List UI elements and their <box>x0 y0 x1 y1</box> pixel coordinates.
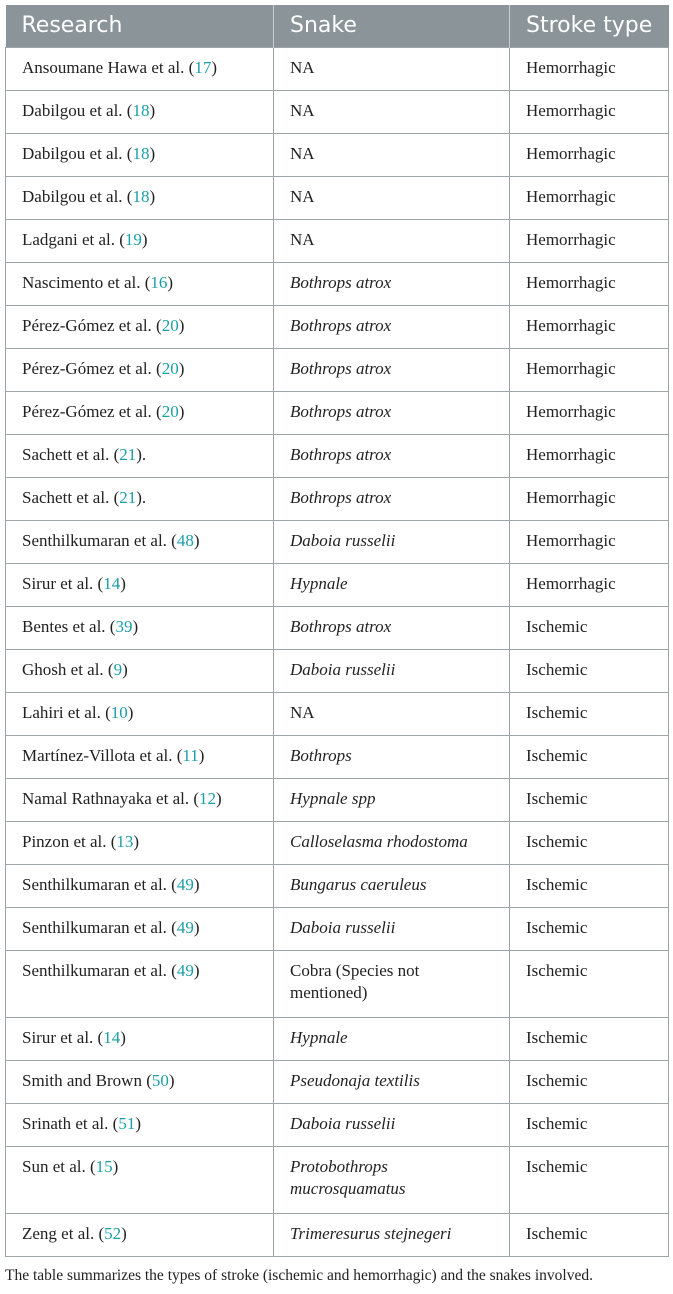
research-cell <box>6 391 274 434</box>
reference-link[interactable]: 21 <box>119 444 137 464</box>
research-cell <box>6 1103 274 1146</box>
research-cell <box>6 520 274 563</box>
stroke-type-cell: Ischemic <box>510 692 669 735</box>
table-row <box>6 606 669 649</box>
table-row <box>6 1146 669 1213</box>
snake-cell <box>274 1213 510 1256</box>
author-text: Pérez-Gómez et al. ( <box>22 401 162 421</box>
table-row <box>6 864 669 907</box>
snake-cell <box>274 1060 510 1103</box>
reference-link[interactable]: 52 <box>104 1223 122 1243</box>
table-row <box>6 1017 669 1060</box>
research-cell <box>6 176 274 219</box>
reference-link[interactable]: 9 <box>113 659 123 679</box>
stroke-type-cell: Ischemic <box>510 1060 669 1103</box>
table-header <box>6 5 669 47</box>
header-research: Research <box>6 5 274 47</box>
author-text: Dabilgou et al. ( <box>22 186 133 206</box>
snake-cell <box>274 735 510 778</box>
reference-link[interactable]: 51 <box>118 1113 136 1133</box>
research-cell <box>6 1060 274 1103</box>
author-text: Bentes et al. ( <box>22 616 116 636</box>
snake-cell <box>274 262 510 305</box>
snake-name: Daboia russelii <box>290 917 396 937</box>
snake-name: Bothrops atrox <box>290 358 392 378</box>
stroke-type-cell: Ischemic <box>510 606 669 649</box>
author-text: Sirur et al. ( <box>22 573 104 593</box>
research-cell <box>6 864 274 907</box>
stroke-type-cell: Hemorrhagic <box>510 391 669 434</box>
snake-name: NA <box>290 186 315 206</box>
table-row <box>6 133 669 176</box>
stroke-type-cell: Ischemic <box>510 778 669 821</box>
stroke-type-cell: Ischemic <box>510 1213 669 1256</box>
snake-cell <box>274 391 510 434</box>
stroke-type-cell: Hemorrhagic <box>510 47 669 90</box>
author-text: Pérez-Gómez et al. ( <box>22 358 162 378</box>
snake-name: Bothrops atrox <box>290 401 392 421</box>
stroke-type-cell: Ischemic <box>510 1017 669 1060</box>
snake-name: Daboia russelii <box>290 659 396 679</box>
snake-cell <box>274 606 510 649</box>
snake-name: Bothrops <box>290 745 352 765</box>
snake-cell <box>274 47 510 90</box>
snake-name: Pseudonaja textilis <box>290 1070 420 1090</box>
research-cell <box>6 606 274 649</box>
snake-name: Bothrops atrox <box>290 315 392 335</box>
author-text: Nascimento et al. ( <box>22 272 151 292</box>
stroke-type-cell: Hemorrhagic <box>510 348 669 391</box>
table-row <box>6 47 669 90</box>
table-container <box>5 5 668 1285</box>
stroke-type-cell: Hemorrhagic <box>510 563 669 606</box>
author-tail: ) <box>216 788 222 808</box>
stroke-type-cell: Ischemic <box>510 1103 669 1146</box>
table-row <box>6 90 669 133</box>
snake-cell <box>274 305 510 348</box>
snake-name: Protobothrops mucrosquamatus <box>290 1156 406 1198</box>
research-cell <box>6 1146 274 1213</box>
reference-link[interactable]: 39 <box>115 616 133 636</box>
author-tail: ) <box>167 272 174 292</box>
table-row <box>6 950 669 1017</box>
header-stroke-type: Stroke type <box>510 5 669 47</box>
reference-link[interactable]: 18 <box>132 143 150 163</box>
table-row <box>6 735 669 778</box>
research-cell <box>6 305 274 348</box>
stroke-type-cell: Hemorrhagic <box>510 133 669 176</box>
author-text: Namal Rathnayaka et al. ( <box>22 788 200 808</box>
snake-name: NA <box>290 702 315 722</box>
author-tail: ) <box>193 917 200 937</box>
stroke-type-cell: Hemorrhagic <box>510 520 669 563</box>
table-row <box>6 305 669 348</box>
author-tail: ) <box>193 874 200 894</box>
stroke-type-cell: Hemorrhagic <box>510 305 669 348</box>
author-tail: ) <box>141 229 148 249</box>
research-cell <box>6 219 274 262</box>
research-cell <box>6 434 274 477</box>
table-row <box>6 219 669 262</box>
snake-cell <box>274 692 510 735</box>
author-tail: ) <box>178 401 185 421</box>
table-row <box>6 348 669 391</box>
table-row <box>6 563 669 606</box>
table-row <box>6 1213 669 1256</box>
snake-cell <box>274 778 510 821</box>
reference-link[interactable]: 15 <box>95 1156 113 1176</box>
author-tail: ) <box>178 315 185 335</box>
table-row <box>6 176 669 219</box>
table-body <box>6 47 669 1256</box>
snake-name: NA <box>290 57 315 77</box>
table-row <box>6 434 669 477</box>
research-cell <box>6 907 274 950</box>
author-text: Sachett et al. ( <box>22 444 120 464</box>
research-cell <box>6 692 274 735</box>
snake-cell <box>274 864 510 907</box>
author-tail: ) <box>122 659 128 679</box>
stroke-type-cell: Ischemic <box>510 864 669 907</box>
snake-name: Trimeresurus stejnegeri <box>290 1223 452 1243</box>
research-cell <box>6 821 274 864</box>
snake-cell <box>274 1017 510 1060</box>
snake-name: Calloselasma rhodostoma <box>290 831 468 851</box>
author-text: Martínez-Villota et al. ( <box>22 745 183 765</box>
stroke-type-cell: Hemorrhagic <box>510 262 669 305</box>
table-row <box>6 821 669 864</box>
author-tail: ) <box>133 831 140 851</box>
snake-name: NA <box>290 143 315 163</box>
author-tail: ) <box>198 745 205 765</box>
snake-name: Hypnale <box>290 573 348 593</box>
author-text: Senthilkumaran et al. ( <box>22 960 177 980</box>
reference-link[interactable]: 14 <box>103 573 121 593</box>
stroke-type-cell: Ischemic <box>510 907 669 950</box>
author-tail: ) <box>135 1113 141 1133</box>
snake-name: Hypnale spp <box>290 788 376 808</box>
snake-name: NA <box>290 229 315 249</box>
reference-link[interactable]: 49 <box>176 874 194 894</box>
snake-cell <box>274 907 510 950</box>
author-tail: ) <box>121 1223 127 1243</box>
snake-name: Bothrops atrox <box>290 487 392 507</box>
reference-link[interactable]: 49 <box>176 917 194 937</box>
reference-link[interactable]: 12 <box>199 788 217 808</box>
author-text: Zeng et al. ( <box>22 1223 105 1243</box>
author-text: Smith and Brown ( <box>22 1070 152 1090</box>
author-tail: ) <box>211 57 217 77</box>
table-row <box>6 477 669 520</box>
snake-cell <box>274 821 510 864</box>
reference-link[interactable]: 14 <box>103 1027 121 1047</box>
author-text: Sirur et al. ( <box>22 1027 104 1047</box>
author-tail: ) <box>132 616 139 636</box>
reference-link[interactable]: 16 <box>150 272 168 292</box>
research-cell <box>6 778 274 821</box>
author-text: Srinath et al. ( <box>22 1113 119 1133</box>
stroke-type-cell: Ischemic <box>510 1146 669 1213</box>
snakebite-stroke-table <box>5 5 669 1257</box>
table-row <box>6 262 669 305</box>
reference-link[interactable]: 17 <box>194 57 212 77</box>
table-row <box>6 1060 669 1103</box>
author-text: Ghosh et al. ( <box>22 659 114 679</box>
snake-cell <box>274 133 510 176</box>
reference-link[interactable]: 50 <box>151 1070 169 1090</box>
snake-cell <box>274 176 510 219</box>
snake-name: Bothrops atrox <box>290 616 392 636</box>
reference-link[interactable]: 20 <box>161 358 179 378</box>
author-text: Sun et al. ( <box>22 1156 96 1176</box>
snake-cell <box>274 348 510 391</box>
snake-cell <box>274 1146 510 1213</box>
research-cell <box>6 262 274 305</box>
reference-link[interactable]: 11 <box>182 745 199 765</box>
reference-link[interactable]: 48 <box>176 530 194 550</box>
author-text: Senthilkumaran et al. ( <box>22 530 177 550</box>
stroke-type-cell: Ischemic <box>510 649 669 692</box>
author-tail: ) <box>193 960 200 980</box>
research-cell <box>6 348 274 391</box>
stroke-type-cell: Hemorrhagic <box>510 176 669 219</box>
reference-link[interactable]: 18 <box>132 100 150 120</box>
author-text: Sachett et al. ( <box>22 487 120 507</box>
table-caption: The table summarizes the types of stroke (ischemic and hemorrhagic) and the snakes involved. <box>5 1266 593 1284</box>
author-tail: ) <box>149 186 156 206</box>
author-tail: ) <box>149 143 156 163</box>
research-cell <box>6 477 274 520</box>
author-text: Ladgani et al. ( <box>22 229 125 249</box>
snake-cell <box>274 563 510 606</box>
stroke-type-cell: Hemorrhagic <box>510 477 669 520</box>
author-text: Senthilkumaran et al. ( <box>22 917 177 937</box>
research-cell <box>6 735 274 778</box>
table-row <box>6 649 669 692</box>
snake-cell <box>274 219 510 262</box>
reference-link[interactable]: 49 <box>176 960 194 980</box>
author-tail: ) <box>120 1027 126 1047</box>
research-cell <box>6 133 274 176</box>
reference-link[interactable]: 13 <box>116 831 134 851</box>
reference-link[interactable]: 21 <box>119 487 137 507</box>
author-text: Lahiri et al. ( <box>22 702 111 722</box>
snake-cell <box>274 1103 510 1146</box>
header-row <box>6 5 669 47</box>
reference-link[interactable]: 19 <box>124 229 142 249</box>
snake-name: Bungarus caeruleus <box>290 874 427 894</box>
author-text: Senthilkumaran et al. ( <box>22 874 177 894</box>
snake-name: Bothrops atrox <box>290 272 392 292</box>
author-text: Dabilgou et al. ( <box>22 100 133 120</box>
author-tail: ). <box>136 487 147 507</box>
snake-cell <box>274 90 510 133</box>
stroke-type-cell: Hemorrhagic <box>510 90 669 133</box>
research-cell <box>6 563 274 606</box>
table-row <box>6 692 669 735</box>
table-row <box>6 778 669 821</box>
snake-cell <box>274 434 510 477</box>
research-cell <box>6 649 274 692</box>
reference-link[interactable]: 20 <box>161 401 179 421</box>
research-cell <box>6 47 274 90</box>
author-text: Pérez-Gómez et al. ( <box>22 315 162 335</box>
snake-name: NA <box>290 100 315 120</box>
author-text: Pinzon et al. ( <box>22 831 117 851</box>
stroke-type-cell: Hemorrhagic <box>510 219 669 262</box>
table-row <box>6 907 669 950</box>
research-cell <box>6 90 274 133</box>
research-cell <box>6 1213 274 1256</box>
snake-name: Daboia russelii <box>290 530 396 550</box>
research-cell <box>6 1017 274 1060</box>
author-tail: ) <box>127 702 134 722</box>
author-tail: ) <box>168 1070 175 1090</box>
reference-link[interactable]: 10 <box>110 702 128 722</box>
stroke-type-cell: Ischemic <box>510 950 669 1017</box>
snake-name: Cobra (Species not mentioned) <box>290 960 420 1002</box>
snake-name: Daboia russelii <box>290 1113 396 1133</box>
reference-link[interactable]: 18 <box>132 186 150 206</box>
stroke-type-cell: Hemorrhagic <box>510 434 669 477</box>
author-tail: ) <box>193 530 200 550</box>
table-row <box>6 1103 669 1146</box>
author-tail: ) <box>178 358 185 378</box>
table-row <box>6 391 669 434</box>
snake-cell <box>274 477 510 520</box>
stroke-type-cell: Ischemic <box>510 821 669 864</box>
snake-cell <box>274 950 510 1017</box>
stroke-type-cell: Ischemic <box>510 735 669 778</box>
snake-name: Hypnale <box>290 1027 348 1047</box>
author-tail: ) <box>120 573 126 593</box>
snake-name: Bothrops atrox <box>290 444 392 464</box>
author-tail: ) <box>112 1156 119 1176</box>
snake-cell <box>274 649 510 692</box>
author-tail: ). <box>136 444 147 464</box>
reference-link[interactable]: 20 <box>161 315 179 335</box>
research-cell <box>6 950 274 1017</box>
table-row <box>6 520 669 563</box>
author-text: Ansoumane Hawa et al. ( <box>22 57 195 77</box>
author-tail: ) <box>149 100 156 120</box>
author-text: Dabilgou et al. ( <box>22 143 133 163</box>
header-snake: Snake <box>274 5 510 47</box>
snake-cell <box>274 520 510 563</box>
